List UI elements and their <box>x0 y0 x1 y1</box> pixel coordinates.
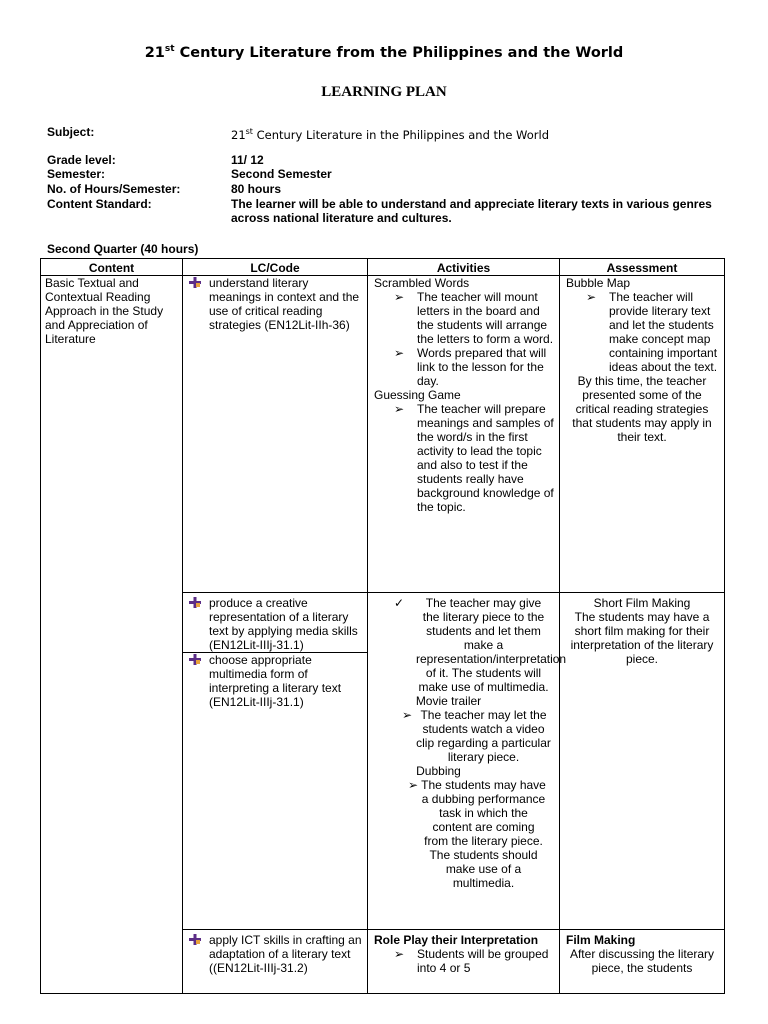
arrow-icon: ➢ <box>408 778 419 792</box>
lc-cell <box>183 276 368 593</box>
content-standard-value: The learner will be able to understand and appreciate literary texts in various genres across national literature and cultures. <box>231 197 712 225</box>
activities-cell <box>368 593 567 930</box>
assessment-title: Short Film Making <box>593 596 691 610</box>
bullet-icon <box>189 934 201 945</box>
hours-row <box>47 182 727 196</box>
assessment-cell <box>560 593 725 930</box>
hours-label: No. of Hours/Semester: <box>47 182 181 196</box>
grade-row <box>47 153 727 167</box>
assessment-text: After discussing the literary piece, the students <box>569 947 715 975</box>
content-standard-label: Content Standard: <box>47 197 152 211</box>
list-item: ✓ The teacher may give the literary piece to the students and let them make a representation/interpretation of it. The students will make use of multimedia. <box>394 596 567 694</box>
assessment-cell <box>560 276 725 593</box>
semester-value: Second Semester <box>231 167 332 181</box>
list-item: ➢ The students may have a dubbing performance task in which the content are coming from the literary piece. The students should make use of a multimedia. <box>408 778 546 890</box>
header-activities: Activities <box>368 259 560 276</box>
list-item: ➢ The teacher will provide literary text and let the students make concept map containing important ideas about the text. <box>586 290 718 374</box>
assessment-title: Bubble Map <box>566 276 631 290</box>
list-item: ➢ Words prepared that will link to the lesson for the day. <box>394 346 547 388</box>
activity-title: Role Play their Interpretation <box>374 933 539 947</box>
arrow-icon: ➢ <box>394 346 405 360</box>
header-lc-code: LC/Code <box>183 259 368 276</box>
bullet-icon <box>189 597 201 608</box>
bullet-icon <box>189 654 201 665</box>
lc-item: choose appropriate multimedia form of interpreting a literary text (EN12Lit-IIIj-31.1) <box>183 653 367 709</box>
subject-label: Subject: <box>47 125 95 139</box>
arrow-icon: ➢ <box>394 947 405 961</box>
assessment-text: The students may have a short film making for their interpretation of the literary piece. <box>570 610 714 666</box>
assessment-note: By this time, the teacher presented some of the critical reading strategies that students may apply in their text. <box>572 374 712 444</box>
semester-row <box>47 167 727 181</box>
arrow-icon: ➢ <box>586 290 597 304</box>
learning-plan-heading: LEARNING PLAN <box>321 84 447 100</box>
table-row <box>41 276 725 593</box>
activity-title: Guessing Game <box>374 388 461 402</box>
assessment-cell <box>560 930 725 994</box>
arrow-icon: ➢ <box>394 402 405 416</box>
grade-label: Grade level: <box>47 153 116 167</box>
arrow-icon: ➢ <box>394 290 405 304</box>
subject-row <box>47 125 727 141</box>
lc-text: understand literary meanings in context and the use of critical reading strategies (EN12Lit-IIh-36) <box>209 276 360 332</box>
header-assessment: Assessment <box>560 259 725 276</box>
activity-title: Dubbing <box>416 764 461 778</box>
lc-item: produce a creative representation of a literary text by applying media skills (EN12Lit-IIIj-31.1) <box>183 593 367 653</box>
lc-cell: apply ICT skills in crafting an adaptation of a literary text ((EN12Lit-IIIj-31.2) <box>183 930 368 994</box>
semester-label: Semester: <box>47 167 106 181</box>
grade-value: 11/ 12 <box>231 153 264 167</box>
check-icon: ✓ <box>394 596 405 610</box>
subject-value: 21st Century Literature in the Philippines and the World <box>231 127 550 142</box>
list-item: ➢ The teacher will prepare meanings and samples of the word/s in the first activity to lead the topic and also to test if the students really have background knowledge of the topic. <box>394 402 554 514</box>
activities-cell <box>368 930 560 994</box>
list-item: ➢ Students will be grouped into 4 or 5 <box>394 947 549 975</box>
header-content: Content <box>41 259 183 276</box>
table-header-row <box>41 259 725 276</box>
content-standard-row <box>47 197 727 227</box>
activity-title: Movie trailer <box>415 694 482 708</box>
quarter-heading: Second Quarter (40 hours) <box>47 242 199 256</box>
learning-plan-table <box>40 258 725 994</box>
document-title: 21st Century Literature from the Philippines and the World <box>144 44 624 61</box>
lc-cell <box>183 593 368 930</box>
list-item: ➢ The teacher may let the students watch a video clip regarding a particular literary piece. <box>402 708 551 764</box>
activity-title: Scrambled Words <box>374 276 470 290</box>
arrow-icon: ➢ <box>402 708 413 722</box>
content-cell: Basic Textual and Contextual Reading Approach in the Study and Appreciation of Literature <box>41 276 183 994</box>
activities-cell <box>368 276 560 593</box>
bullet-icon <box>189 277 201 288</box>
assessment-title: Film Making <box>566 933 636 947</box>
list-item: ➢ The teacher will mount letters in the board and the students will arrange the letters to form a word. <box>394 290 554 346</box>
hours-value: 80 hours <box>231 182 282 196</box>
